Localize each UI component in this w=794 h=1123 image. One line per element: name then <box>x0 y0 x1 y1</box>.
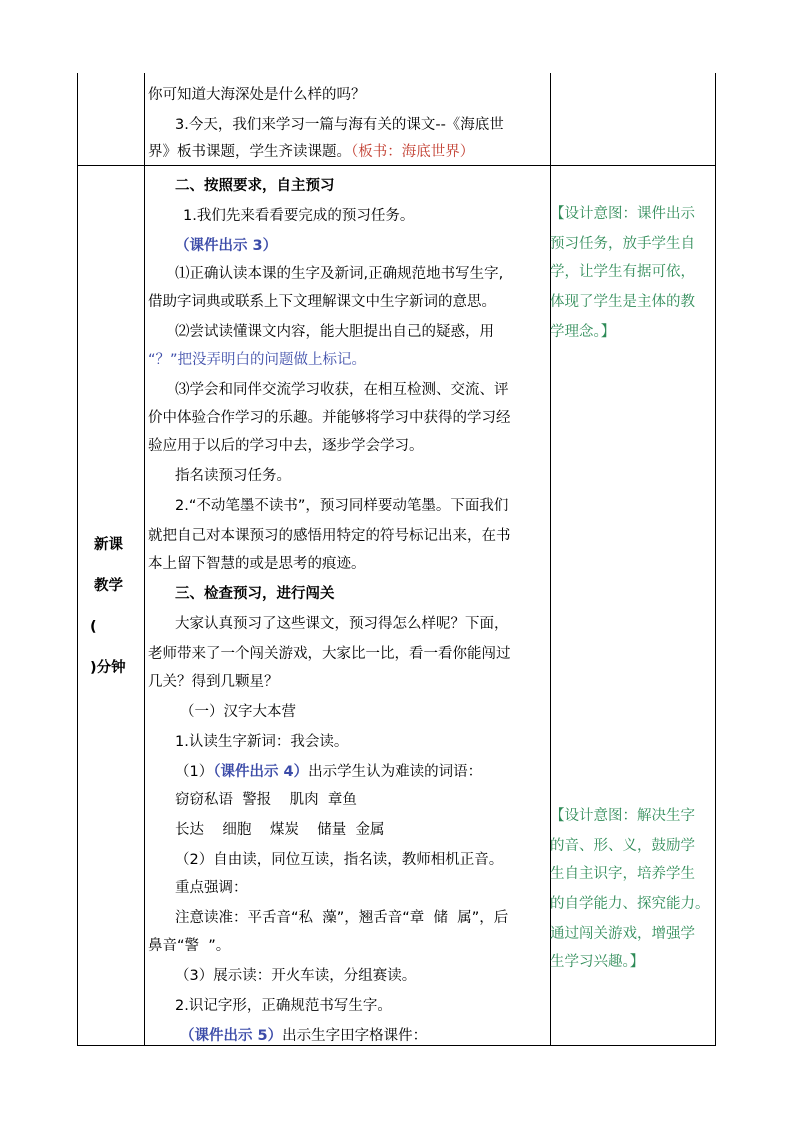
s2-task-1a: ⑴正确认读本课的生字及新词,正确规范地书写生字, <box>175 266 504 282</box>
top-line-3 <box>148 142 474 162</box>
section-2-heading: 二、按照要求，自主预习 <box>175 178 335 194</box>
design-note-1a: 【设计意图：课件出示 <box>550 206 695 222</box>
top-line-1: 你可知道大海深处是什么样的吗？ <box>148 87 366 103</box>
s3-line-2-pre: （1） <box>175 764 214 780</box>
top-line-2: 3.今天，我们来学习一篇与海有关的课文--《海底世 <box>175 117 504 133</box>
s3-line-4: 重点强调： <box>175 880 248 896</box>
s3-line-8 <box>180 1026 427 1046</box>
design-note-1d: 体现了学生是主体的教 <box>550 294 695 310</box>
courseware-5: （课件出示 5） <box>180 1028 283 1044</box>
s3-line-1: 1.认读生字新词：我会读。 <box>175 734 349 750</box>
s2-name-read: 指名读预习任务。 <box>175 468 291 484</box>
design-note-2c: 生自主识字，培养学生 <box>550 866 695 882</box>
s3-line-6: （3）展示读：开火车读，分组赛读。 <box>175 968 417 984</box>
s3-para-1a: 大家认真预习了这些课文，预习得怎么样呢？下面， <box>175 616 509 632</box>
s3-line-3: （2）自由读，同位互读，指名读，教师相机正音。 <box>175 852 504 868</box>
s2-task-3b: 价中体验合作学习的乐趣。并能够将学习中获得的学习经 <box>148 410 511 426</box>
s3-subheading-1: （一）汉字大本营 <box>180 704 296 720</box>
s2-task-2a: ⑵尝试读懂课文内容，能大胆提出自己的疑惑，用 <box>175 324 494 340</box>
top-line-3-text: 界》板书课题，学生齐读课题。 <box>148 144 351 160</box>
design-note-2f: 生学习兴趣。】 <box>550 954 645 970</box>
s3-para-1c: 几关？得到几颗星？ <box>148 674 279 690</box>
design-note-2d: 的自学能力、探究能力。 <box>550 896 710 912</box>
s2-task-3a: ⑶学会和同伴交流学习收获，在相互检测、交流、评 <box>175 382 509 398</box>
table-right-border <box>715 73 716 1046</box>
s3-line-2-post: 出示学生认为难读的词语： <box>308 764 483 780</box>
table-col-divider-1 <box>144 73 145 1046</box>
s2-para-4c: 本上留下智慧的或是思考的痕迹。 <box>148 556 366 572</box>
s3-line-7: 2.识记字形，正确规范书写生字。 <box>175 998 392 1014</box>
section-3-heading: 三、检查预习，进行闯关 <box>175 586 335 602</box>
design-note-2a: 【设计意图：解决生字 <box>550 808 695 824</box>
s2-line-1: 1.我们先来看看要完成的预习任务。 <box>183 208 415 224</box>
s3-line-5a: 注意读准：平舌音“私 藻”，翘舌音“章 储 属”，后 <box>175 910 509 926</box>
s3-line-2 <box>175 762 482 782</box>
s3-words-1: 窃窃私语 警报 肌肉 章鱼 <box>175 792 357 808</box>
design-note-2b: 的音、形、义，鼓励学 <box>550 838 695 854</box>
design-note-1e: 学理念。】 <box>550 324 616 340</box>
table-row-divider <box>77 165 716 166</box>
side-label-paren: ( <box>90 619 97 635</box>
courseware-3: （课件出示 3） <box>175 238 278 254</box>
board-title: （板书：海底世界） <box>351 144 475 160</box>
design-note-2e: 通过闯关游戏，增强学 <box>550 926 695 942</box>
s2-para-4a: 2.“不动笔墨不读书”，预习同样要动笔墨。下面我们 <box>175 498 509 514</box>
s2-task-3c: 验应用于以后的学习中去，逐步学会学习。 <box>148 438 424 454</box>
table-left-border <box>77 73 78 1046</box>
s2-task-2b: “？”把没弄明白的问题做上标记。 <box>148 352 367 368</box>
s2-para-4b: 就把自己对本课预习的感悟用特定的符号标记出来，在书 <box>148 528 511 544</box>
design-note-1c: 学，让学生有据可依， <box>550 264 695 280</box>
s3-line-8-text: 出示生字田字格课件： <box>282 1028 428 1044</box>
side-label-fenzhong: )分钟 <box>90 660 126 676</box>
side-label-xinke: 新课 <box>94 537 123 553</box>
s2-task-1b: 借助字词典或联系上下文理解课文中生字新词的意思。 <box>148 294 496 310</box>
s3-line-5b: 鼻音“警 ”。 <box>148 938 231 954</box>
courseware-4: （课件出示 4） <box>213 764 309 780</box>
side-label-jiaoxue: 教学 <box>94 578 123 594</box>
s3-para-1b: 老师带来了一个闯关游戏，大家比一比，看一看你能闯过 <box>148 646 511 662</box>
s3-words-2: 长达 细胞 煤炭 储量 金属 <box>175 822 385 838</box>
design-note-1b: 预习任务，放手学生自 <box>550 236 695 252</box>
